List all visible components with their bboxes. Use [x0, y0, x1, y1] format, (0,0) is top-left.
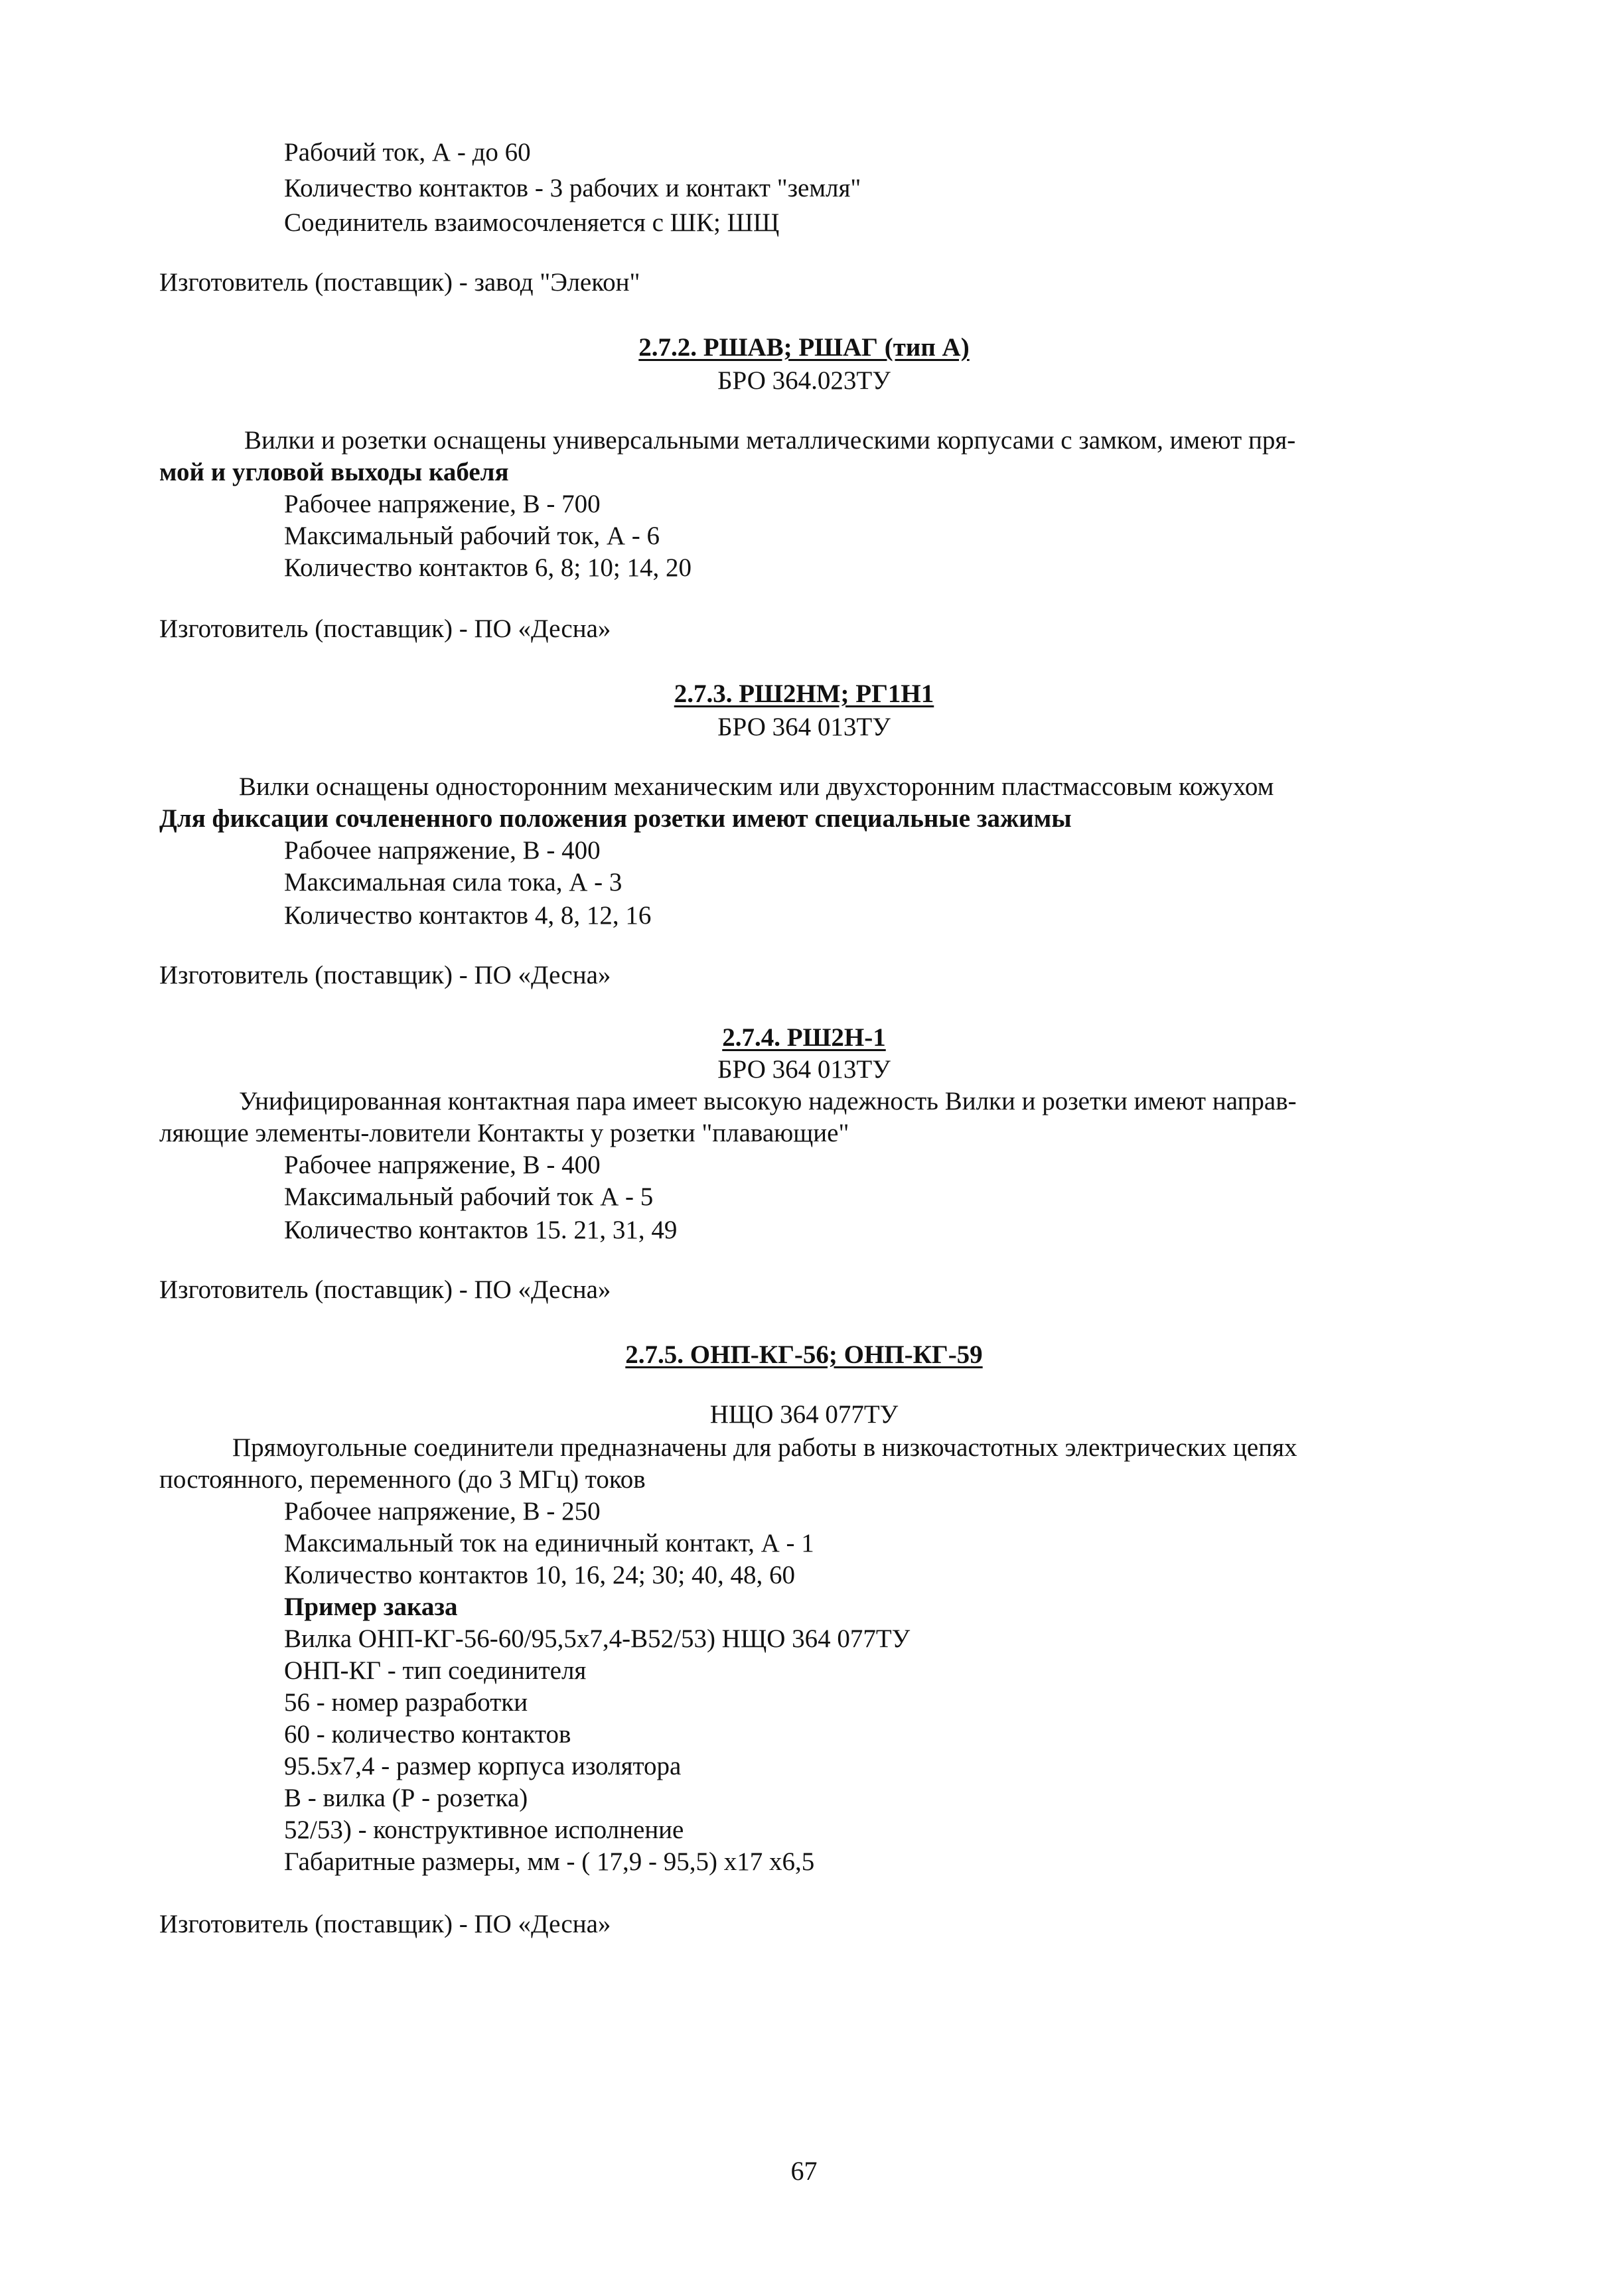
- manufacturer-line: Изготовитель (поставщик) - ПО «Десна»: [159, 961, 611, 989]
- section-title-2-7-2: 2.7.2. РШАВ; РШАГ (тип А): [638, 333, 970, 362]
- spec-line: 56 - номер разработки: [284, 1688, 528, 1717]
- spec-line: Пример заказа: [284, 1593, 458, 1621]
- spec-line: В - вилка (Р - розетка): [284, 1784, 528, 1812]
- spec-line: Вилка ОНП-КГ-56-60/95,5х7,4-В52/53) НЩО 364 077ТУ: [284, 1624, 911, 1653]
- spec-line: Количество контактов 6, 8; 10; 14, 20: [284, 553, 692, 582]
- spec-line: Рабочий ток, А - до 60: [284, 138, 531, 167]
- spec-line: Габаритные размеры, мм - ( 17,9 - 95,5) х17 х6,5: [284, 1847, 815, 1876]
- spec-line: Количество контактов - 3 рабочих и контакт "земля": [284, 174, 861, 202]
- description-line: Прямоугольные соединители предназначены для работы в низкочастотных электрических цепях: [232, 1433, 1297, 1462]
- spec-line: 95.5х7,4 - размер корпуса изолятора: [284, 1752, 682, 1780]
- spec-line: Соединитель взаимосочленяется с ШК; ШЩ: [284, 208, 780, 237]
- manufacturer-line: Изготовитель (поставщик) - ПО «Десна»: [159, 1910, 611, 1938]
- section-code: НЩО 364 077ТУ: [709, 1400, 899, 1429]
- description-line: Вилки оснащены односторонним механическим или двухсторонним пластмассовым кожухом: [239, 772, 1274, 801]
- description-line: постоянного, переменного (до 3 МГц) токов: [159, 1465, 646, 1494]
- spec-line: Максимальный ток на единичный контакт, А - 1: [284, 1529, 814, 1557]
- spec-line: Максимальный рабочий ток А - 5: [284, 1183, 654, 1211]
- description-line: Унифицированная контактная пара имеет высокую надежность Вилки и розетки имеют направ-: [239, 1087, 1297, 1115]
- spec-line: Максимальная сила тока, А - 3: [284, 868, 622, 897]
- spec-line: 60 - количество контактов: [284, 1720, 571, 1749]
- spec-line: ОНП-КГ - тип соединителя: [284, 1656, 587, 1685]
- spec-line: Количество контактов 15. 21, 31, 49: [284, 1216, 678, 1244]
- spec-line: Количество контактов 4, 8, 12, 16: [284, 901, 652, 930]
- description-line: Вилки и розетки оснащены универсальными металлическими корпусами с замком, имеют пря-: [244, 426, 1296, 455]
- manufacturer-line: Изготовитель (поставщик) - ПО «Десна»: [159, 1275, 611, 1304]
- spec-line: Рабочее напряжение, В - 700: [284, 490, 601, 518]
- section-title-2-7-4: 2.7.4. РШ2Н-1: [722, 1023, 886, 1052]
- section-code: БРО 364 013ТУ: [717, 1055, 891, 1084]
- section-title-2-7-3: 2.7.3. РШ2НМ; РГ1Н1: [674, 680, 934, 708]
- description-line: ляющие элементы-ловители Контакты у розетки "плавающие": [159, 1119, 849, 1147]
- manufacturer-line: Изготовитель (поставщик) - завод "Элекон": [159, 268, 640, 297]
- spec-line: Рабочее напряжение, В - 250: [284, 1497, 601, 1526]
- description-line: Для фиксации сочлененного положения розетки имеют специальные зажимы: [159, 804, 1072, 833]
- description-line: мой и угловой выходы кабеля: [159, 458, 509, 486]
- spec-line: Рабочее напряжение, В - 400: [284, 1151, 601, 1179]
- page-number: 67: [790, 2156, 818, 2186]
- section-title-2-7-5: 2.7.5. ОНП-КГ-56; ОНП-КГ-59: [625, 1340, 983, 1369]
- spec-line: Максимальный рабочий ток, А - 6: [284, 522, 660, 550]
- spec-line: 52/53) - конструктивное исполнение: [284, 1816, 684, 1844]
- section-code: БРО 364 013ТУ: [717, 713, 891, 741]
- manufacturer-line: Изготовитель (поставщик) - ПО «Десна»: [159, 614, 611, 643]
- spec-line: Количество контактов 10, 16, 24; 30; 40, 48, 60: [284, 1561, 796, 1589]
- spec-line: Рабочее напряжение, В - 400: [284, 836, 601, 865]
- section-code: БРО 364.023ТУ: [717, 366, 891, 395]
